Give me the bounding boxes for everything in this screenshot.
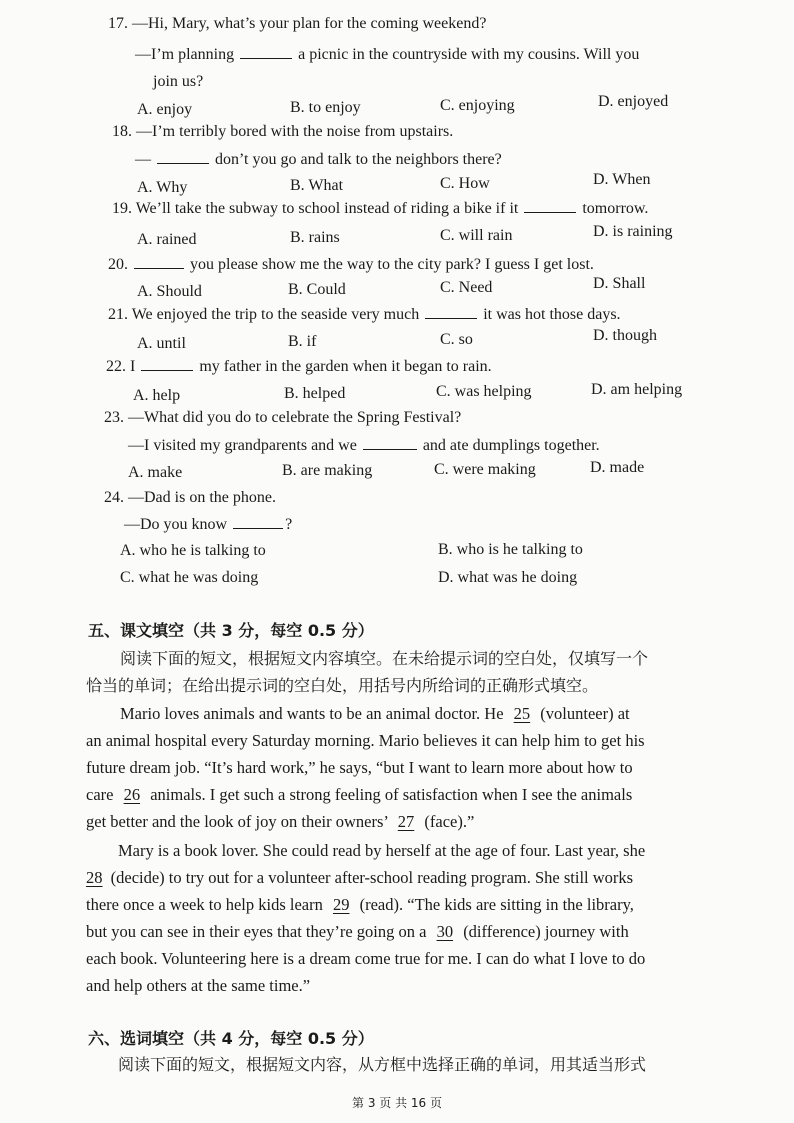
answer-blank[interactable] [141,356,193,371]
section-5-instruction: 阅读下面的短文，根据短文内容填空。在未给提示词的空白处，仅填写一个 [120,649,649,668]
answer-blank[interactable] [233,514,283,529]
question-text: We’ll take the subway to school instead of riding a bike if it [135,200,519,217]
question-number: 23. [104,409,124,426]
question-text: you please show me the way to the city park? I guess I get lost. [190,256,594,273]
option-c[interactable]: C. so [440,331,473,348]
question-text: —Do you know [124,516,228,533]
question-text: it was hot those days. [483,306,621,323]
page-footer: 第 3 页 共 16 页 [352,1096,442,1110]
question-text: ? [285,516,293,533]
option-d[interactable]: D. enjoyed [598,93,669,110]
question-text: —I visited my grandparents and we [128,437,357,454]
question-text: —Dad is on the phone. [128,489,276,506]
option-d[interactable]: D. though [593,327,657,344]
option-a[interactable]: A. rained [137,231,197,248]
question-text: join us? [153,73,204,90]
option-a[interactable]: A. Should [137,283,202,300]
option-c[interactable]: C. How [440,175,490,192]
option-b[interactable]: B. are making [282,462,373,479]
blank-27[interactable]: 27 [397,812,415,831]
option-d[interactable]: D. made [590,459,645,476]
option-d[interactable]: D. is raining [593,223,673,240]
answer-blank[interactable] [363,435,417,450]
option-b[interactable]: B. rains [290,229,340,246]
option-c[interactable]: C. enjoying [440,97,515,114]
option-c[interactable]: C. will rain [440,227,513,244]
question-text: a picnic in the countryside with my cousins. Will you [298,46,640,63]
question-text: don’t you go and talk to the neighbors there? [215,151,502,168]
option-b[interactable]: B. What [290,177,344,194]
answer-blank[interactable] [240,44,292,59]
question-number: 20. [108,256,128,273]
question-text: I [130,358,136,375]
section-6-title: 六、选词填空（共 4 分，每空 0.5 分） [88,1029,374,1048]
option-a[interactable]: A. help [133,387,181,404]
question-number: 17. [108,15,128,32]
question-number: 24. [104,489,124,506]
answer-blank[interactable] [157,149,209,164]
question-number: 19. [112,200,132,217]
section-5-title: 五、课文填空（共 3 分，每空 0.5 分） [88,621,374,640]
question-text: — [135,151,151,168]
option-d[interactable]: D. what was he doing [438,569,578,586]
question-text: —What did you do to celebrate the Spring Festival? [128,409,462,426]
option-d[interactable]: D. am helping [591,381,683,398]
option-c[interactable]: C. what he was doing [120,569,259,586]
question-text: —Hi, Mary, what’s your plan for the coming weekend? [132,15,487,32]
option-d[interactable]: D. Shall [593,275,646,292]
question-text: my father in the garden when it began to rain. [199,358,492,375]
question-text: tomorrow. [582,200,649,217]
option-a[interactable]: A. make [128,464,183,481]
question-number: 21. [108,306,128,323]
question-number: 18. [112,123,132,140]
section-5-instruction: 恰当的单词；在给出提示词的空白处，用括号内所给词的正确形式填空。 [86,676,599,695]
option-b[interactable]: B. Could [288,281,346,298]
option-b[interactable]: B. if [288,333,317,350]
option-a[interactable]: A. who he is talking to [120,542,266,559]
option-a[interactable]: A. enjoy [137,101,193,118]
blank-30[interactable]: 30 [436,922,454,941]
question-text: and ate dumplings together. [422,437,600,454]
answer-blank[interactable] [134,254,184,269]
option-a[interactable]: A. until [137,335,186,352]
option-d[interactable]: D. When [593,171,651,188]
answer-blank[interactable] [425,304,477,319]
option-c[interactable]: C. were making [434,461,536,478]
blank-29[interactable]: 29 [332,895,350,914]
question-text: —I’m terribly bored with the noise from upstairs. [136,123,454,140]
option-c[interactable]: C. was helping [436,383,532,400]
option-b[interactable]: B. helped [284,385,346,402]
question-text: We enjoyed the trip to the seaside very much [131,306,420,323]
option-a[interactable]: A. Why [137,179,188,196]
option-b[interactable]: B. who is he talking to [438,541,583,558]
answer-blank[interactable] [524,198,576,213]
question-number: 22. [106,358,126,375]
blank-28[interactable]: 28 [86,868,103,887]
blank-26[interactable]: 26 [123,785,141,804]
option-c[interactable]: C. Need [440,279,493,296]
exam-page: 17. —Hi, Mary, what’s your plan for the coming weekend? —I’m planning a picnic in the countryside with my cousins. Will you join us? A. enjoy B. to enjoy C. enjoying D. enjoyed 18. —I’m terribly bored with the noise from upstairs. — don’t you go and talk to the neighbors there? A. Why B. What C. How D. When 19. We’ll take the subway to school instead of riding a bike if it tomorrow. A. rained B. rains C. will rain D. is raining 20. you please show me the way to the city park? I guess I get lost. A. Should B. Could C. Need D. Shall 21. We enjoyed the trip to the seaside very much it was hot those days. A. until B. if C. so D. though 22. I my father in the garden when it began to rain. A. help B. helped C. was helping D. am helping 23. —What did you do to celebrate the Spring Festival? —I visited my grandparents and we and ate dumplings together. A. make B. are making C. were making D. made 24. —Dad is on the phone. —Do you know ? A. who he is talking to B. who is he talking to C. what he was doing D. what was he doing 五、课文填空（共 3 分，每空 0.5 分） 阅读下面的短文，根据短文内容填空。在未给提示词的空白处，仅填写一个 恰当的单词；在给出提示词的空白处，用括号内所给词的正确形式填空。 Mario loves animals and wants to be an animal doctor. He 25 (volunteer) at an animal hospital every Saturday morning. Mario believes it can help him to get his future dream job. “It’s hard work,” he says, “but I want to learn more about how to care 26 animals. I get such a strong feeling of satisfaction when I see the animals get better and the look of joy on their owners’ 27 (face).” Mary is a book lover. She could read by herself at the age of four. Last year, she 28 (decide) to try out for a volunteer after-school reading program. She still works there once a week to help kids learn 29 (read). “The kids are sitting in the library, but you can see in their eyes that they’re going on a 30 (difference) journey with each book. Volunteering here is a dream come true for me. I can do what I love to do and help others at the same time.” 六、选词填空（共 4 分，每空 0.5 分） 阅读下面的短文，根据短文内容，从方框中选择正确的单词，用其适当形式 第 3 页 共 16 页 [0,0,794,1123]
section-6-instruction: 阅读下面的短文，根据短文内容，从方框中选择正确的单词，用其适当形式 [118,1055,647,1074]
blank-25[interactable]: 25 [513,704,531,723]
option-b[interactable]: B. to enjoy [290,99,361,116]
question-text: —I’m planning [135,46,235,63]
